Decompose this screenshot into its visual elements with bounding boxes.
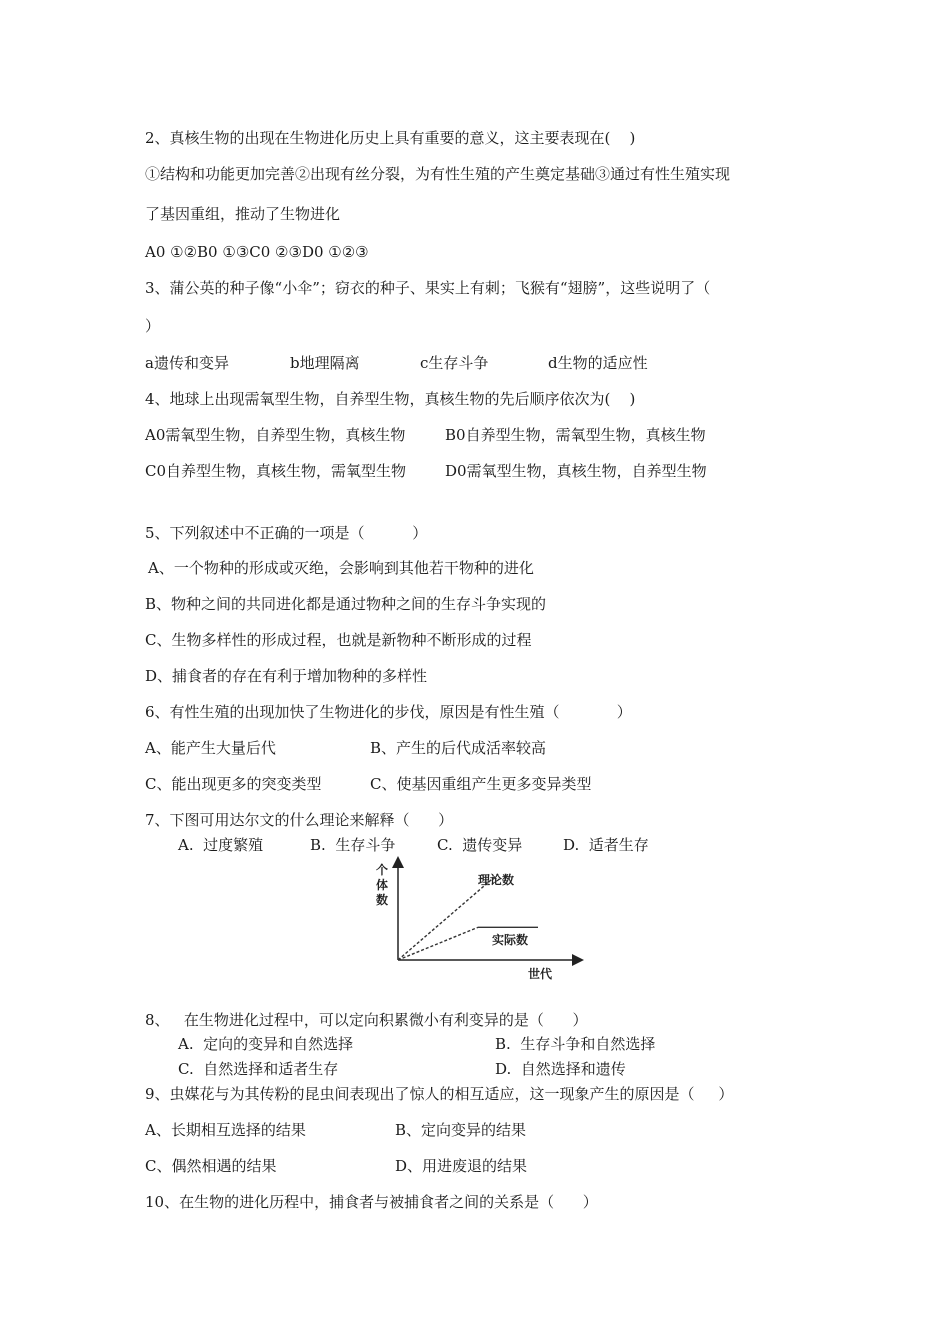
q4-option-b: B0自养型生物，需氧型生物，真核生物	[445, 426, 706, 444]
q8-option-c: C. 自然选择和适者生存	[178, 1060, 339, 1078]
q8-option-d: D. 自然选择和遗传	[495, 1060, 626, 1078]
y-axis-label-1: 个	[376, 863, 389, 877]
q3-option-d: d生物的适应性	[548, 354, 648, 372]
q6-option-b: B、产生的后代成活率较高	[370, 739, 547, 757]
q6-option-a: A、能产生大量后代	[145, 739, 276, 757]
q2-options: A0 ①②B0 ①③C0 ②③D0 ①②③	[145, 243, 369, 261]
q8-option-a: A. 定向的变异和自然选择	[178, 1035, 354, 1053]
q4-option-a: A0需氧型生物，自养型生物，真核生物	[145, 426, 406, 444]
q8-option-b: B. 生存斗争和自然选择	[495, 1035, 656, 1053]
population-chart	[360, 856, 590, 986]
series-layer	[398, 872, 538, 960]
q7-option-a: A. 过度繁殖	[178, 836, 264, 854]
q5-option-b: B、物种之间的共同进化都是通过物种之间的生存斗争实现的	[145, 595, 547, 613]
q5-stem: 5、下列叙述中不正确的一项是（ ）	[145, 524, 428, 542]
q3-option-a: a遗传和变异	[145, 354, 229, 372]
q6-option-d: C、使基因重组产生更多变异类型	[370, 775, 592, 793]
q9-option-c: C、偶然相遇的结果	[145, 1157, 277, 1175]
x-axis-label: 世代	[528, 967, 553, 981]
series-1-label: 理论数	[478, 873, 515, 887]
q2-statements-line1: ①结构和功能更加完善②出现有丝分裂，为有性生殖的产生奠定基础③通过有性生殖实现	[145, 165, 731, 183]
q7-option-c: C. 遗传变异	[437, 836, 523, 854]
q5-option-c: C、生物多样性的形成过程，也就是新物种不断形成的过程	[145, 631, 532, 649]
q5-option-d: D、捕食者的存在有利于增加物种的多样性	[145, 667, 428, 685]
q3-stem-line1: 3、蒲公英的种子像“小伞”；窃衣的种子、果实上有刺；飞猴有“翅膀”，这些说明了（	[145, 279, 711, 297]
q8-stem: 8、 在生物进化过程中，可以定向积累微小有利变异的是（ ）	[145, 1011, 588, 1029]
series-2-segment-1	[398, 927, 478, 960]
q3-option-b: b地理隔离	[290, 354, 360, 372]
y-axis-label-3: 数	[376, 893, 389, 907]
q10-stem: 10、在生物的进化历程中，捕食者与被捕食者之间的关系是（ ）	[145, 1193, 598, 1211]
q4-option-c: C0自养型生物，真核生物，需氧型生物	[145, 462, 407, 480]
q9-option-d: D、用进废退的结果	[395, 1157, 528, 1175]
q4-option-d: D0需氧型生物，真核生物，自养型生物	[445, 462, 707, 480]
q6-option-c: C、能出现更多的突变类型	[145, 775, 322, 793]
y-axis-label-2: 体	[376, 878, 389, 892]
q9-option-b: B、定向变异的结果	[395, 1121, 527, 1139]
q9-option-a: A、长期相互选择的结果	[145, 1121, 306, 1139]
q7-option-b: B. 生存斗争	[310, 836, 396, 854]
q2-statements-line2: 了基因重组，推动了生物进化	[145, 205, 341, 223]
q7-option-d: D. 适者生存	[563, 836, 649, 854]
q3-stem-line2: ）	[145, 317, 161, 335]
q7-stem: 7、下图可用达尔文的什么理论来解释（ ）	[145, 811, 454, 829]
series-2-label: 实际数	[492, 933, 529, 947]
q5-option-a: A、一个物种的形成或灭绝，会影响到其他若干物种的进化	[148, 559, 534, 577]
q6-stem: 6、有性生殖的出现加快了生物进化的步伐，原因是有性生殖（ ）	[145, 703, 632, 721]
q2-stem: 2、真核生物的出现在生物进化历史上具有重要的意义，这主要表现在( )	[145, 129, 636, 147]
q3-option-c: c生存斗争	[420, 354, 489, 372]
q9-stem: 9、虫媒花与为其传粉的昆虫间表现出了惊人的相互适应，这一现象产生的原因是（ ）	[145, 1085, 734, 1103]
q4-stem: 4、地球上出现需氧型生物，自养型生物，真核生物的先后顺序依次为( )	[145, 390, 636, 408]
